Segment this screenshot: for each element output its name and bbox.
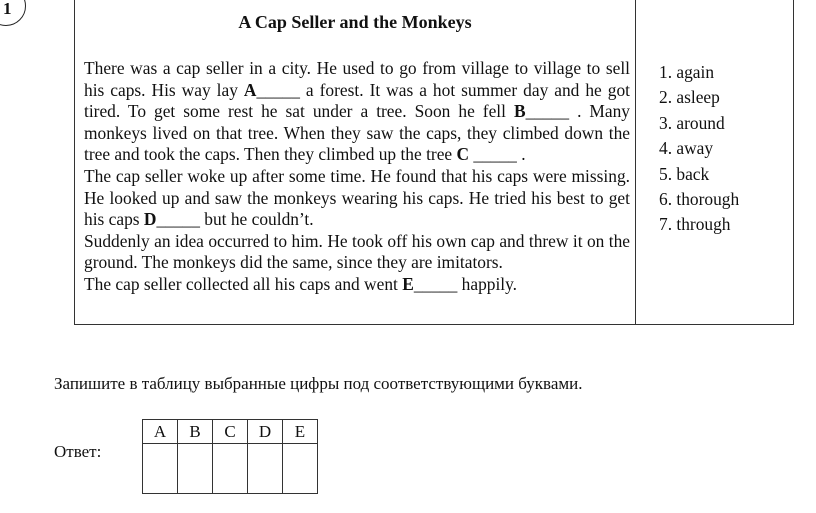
answer-cell-d[interactable] bbox=[248, 444, 283, 494]
word-options-list bbox=[659, 60, 739, 238]
answer-letter-c: C bbox=[213, 420, 248, 444]
answer-table bbox=[142, 419, 318, 494]
story-paragraph: The cap seller woke up after some time. He found that his caps were missing. He looked up and saw the monkeys wearing his caps. He tried his best to get his caps D_____ but he couldn’t. bbox=[84, 165, 630, 230]
gap-letter-e: E bbox=[402, 273, 414, 294]
word-option: 2. asleep bbox=[659, 87, 720, 108]
answer-cell-b[interactable] bbox=[178, 444, 213, 494]
answer-cell-e[interactable] bbox=[283, 444, 318, 494]
word-option: 3. around bbox=[659, 112, 725, 133]
task-number: 1 bbox=[3, 0, 12, 18]
gap-letter-d: D bbox=[143, 209, 157, 230]
exercise-table bbox=[74, 0, 794, 325]
gap-letter-b: B bbox=[513, 101, 526, 122]
task-number-badge bbox=[0, 0, 26, 26]
word-option: 5. back bbox=[659, 163, 710, 184]
gap-letter-c: C bbox=[456, 144, 470, 165]
word-option: 7. through bbox=[659, 214, 731, 235]
answer-letter-a: A bbox=[143, 420, 178, 444]
story-paragraph: Suddenly an idea occurred to him. He took off his own cap and threw it on the ground. The monkeys did the same, since they are imitators. bbox=[84, 230, 630, 273]
word-option: 4. away bbox=[659, 138, 714, 159]
gap-letter-a: A bbox=[243, 79, 257, 100]
answer-cell-a[interactable] bbox=[143, 444, 178, 494]
story-text bbox=[84, 58, 630, 296]
word-option: 6. thorough bbox=[659, 189, 740, 210]
word-option: 1. again bbox=[659, 62, 715, 82]
story-paragraph: There was a cap seller in a city. He used to go from village to village to sell his caps. His way lay A_____ a forest. It was a hot summer day and he got tired. To get some rest he sat under a tree. Soon he fell B_____ . Many monkeys lived on that tree. When they saw the caps, they climbed down the tree and took the caps. Then they climbed up the tree C _____ . bbox=[84, 58, 631, 165]
answer-cell-c[interactable] bbox=[213, 444, 248, 494]
answer-letter-b: B bbox=[178, 420, 213, 444]
column-divider bbox=[635, 0, 636, 324]
story-title: A Cap Seller and the Monkeys bbox=[238, 12, 472, 32]
answer-letter-d: D bbox=[248, 420, 283, 444]
answer-letter-e: E bbox=[283, 420, 318, 444]
story-paragraph: The cap seller collected all his caps and went E_____ happily. bbox=[84, 273, 518, 294]
instruction-text: Запишите в таблицу выбранные цифры под соответствующими буквами. bbox=[54, 374, 583, 393]
answer-label: Ответ: bbox=[54, 442, 102, 461]
